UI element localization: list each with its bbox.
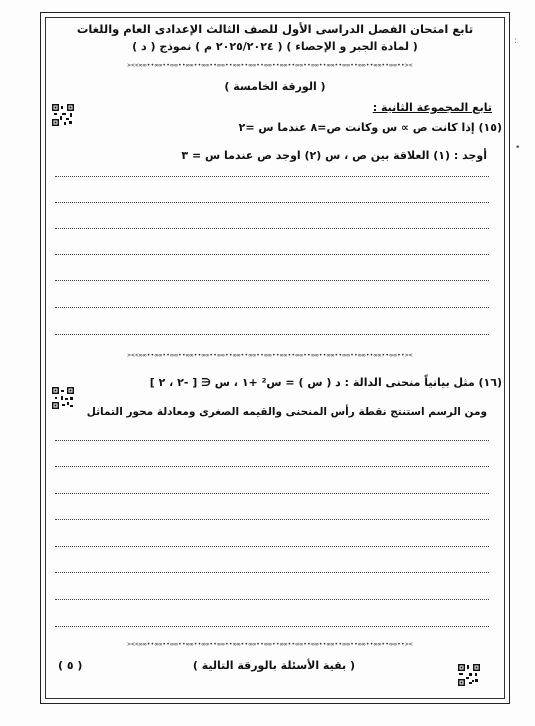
answer-line xyxy=(55,493,489,494)
page-number: ( ٥ ) xyxy=(58,659,83,672)
answer-line xyxy=(55,440,489,441)
qr-code-icon xyxy=(458,664,480,686)
continue-note: ( بقية الأسئلة بالورقة التالية ) xyxy=(192,659,355,672)
scan-mark: : xyxy=(514,36,518,46)
question-15-tasks: أوجد : (١) العلاقة بين ص ، س (٢) اوجد ص عندما س = ٣ xyxy=(181,149,487,162)
answer-line xyxy=(55,572,489,573)
exam-subject: ( لمادة الجبر و الإحصاء ) ( ٢٠٢٥/٢٠٢٤ م ) نموذج ( د ) xyxy=(132,40,418,53)
answer-line xyxy=(55,334,489,335)
scan-mark: • xyxy=(515,143,521,153)
ornament-separator: ><<∞∞••∞∞••∞∞••∞∞••∞∞••∞∞••∞∞••∞∞••∞∞••∞∞••∞∞••∞∞••∞∞••∞∞••∞∞••∞∞••∞∞••>< xyxy=(127,352,413,359)
answer-line xyxy=(55,307,489,308)
exam-title: تابع امتحان الفصل الدراسى الأول للصف الثالث الإعدادى العام واللغات xyxy=(76,22,474,36)
answer-line xyxy=(55,546,489,547)
answer-line xyxy=(55,228,489,229)
qr-code-icon xyxy=(52,387,74,409)
qr-code-icon xyxy=(52,104,74,126)
answer-line xyxy=(55,280,489,281)
question-16-statement: (١٦) مثل بيانياً منحنى الدالة : د ( س ) = س² +١ ، س ∈ [ -٢ ، ٢ ] xyxy=(149,376,502,389)
question-15-statement: (١٥) إذا كانت ص ∝ س وكانت ص=٨ عندما س =٢ xyxy=(238,121,502,134)
answer-line xyxy=(55,466,489,467)
answer-line xyxy=(55,254,489,255)
answer-line xyxy=(55,519,489,520)
ornament-separator: ><<∞∞••∞∞••∞∞••∞∞••∞∞••∞∞••∞∞••∞∞••∞∞••∞∞••∞∞••∞∞••∞∞••∞∞••∞∞••∞∞••∞∞••>< xyxy=(127,62,413,69)
ornament-separator: ><<∞∞••∞∞••∞∞••∞∞••∞∞••∞∞••∞∞••∞∞••∞∞••∞∞••∞∞••∞∞••∞∞••∞∞••∞∞••∞∞••∞∞••>< xyxy=(127,641,413,648)
question-16-tasks: ومن الرسم استنتج نقطة رأس المنحنى والقيمه الصغرى ومعادلة محور التماثل xyxy=(86,406,487,418)
answer-line xyxy=(55,176,489,177)
sheet-label: ( الورقة الخامسة ) xyxy=(224,80,326,93)
answer-line xyxy=(55,626,489,627)
group-title: تابع المجموعة الثانية : xyxy=(372,101,492,114)
answer-line xyxy=(55,599,489,600)
answer-line xyxy=(55,202,489,203)
